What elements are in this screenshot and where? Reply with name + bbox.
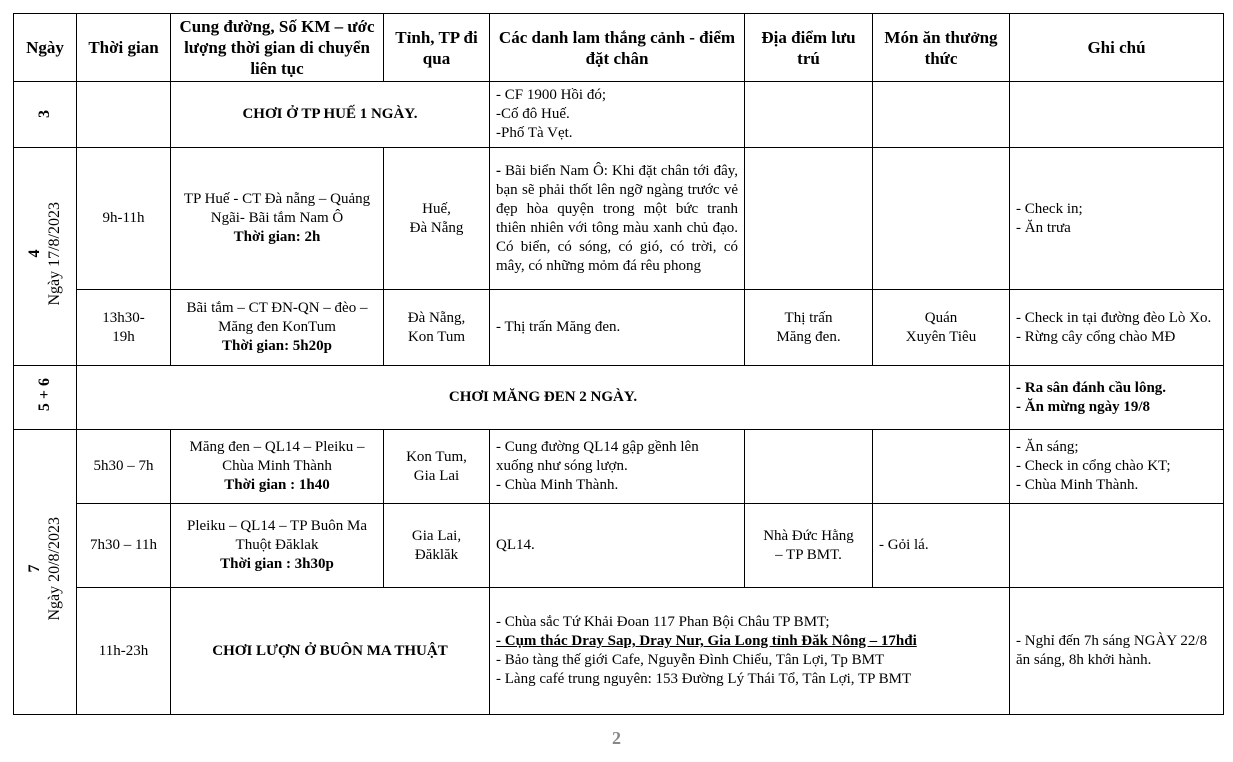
notes-cell: - Nghỉ đến 7h sáng NGÀY 22/8 ăn sáng, 8h khởi hành. [1010, 588, 1224, 715]
province-line: Huế, [422, 200, 451, 217]
day-cell [14, 148, 77, 366]
notes-cell [1010, 82, 1224, 148]
activity-cell: CHƠI MĂNG ĐEN 2 NGÀY. [77, 366, 1010, 430]
note-item: - Ăn trưa [1016, 219, 1071, 236]
header-food: Món ăn thưởng thức [873, 14, 1010, 82]
province-line: Kon Tum [407, 328, 466, 345]
time-line: 19h [112, 328, 135, 345]
food-cell: - Gỏi lá. [873, 504, 1010, 588]
table-row [14, 82, 1224, 148]
time-cell: 7h30 – 11h [77, 504, 171, 588]
attraction-item: - CF 1900 Hồi đó; [496, 87, 607, 103]
route-text: TP Huế - CT Đà nẵng – Quảng Ngãi- Bãi tắm Nam Ô [183, 191, 371, 226]
header-row [14, 14, 1224, 82]
stay-line: Măng đen. [776, 328, 841, 345]
time-line: 13h30- [102, 309, 145, 326]
header-attractions: Các danh lam thắng cảnh - điểm đặt chân [490, 14, 745, 82]
province-line: Đăklăk [414, 546, 459, 563]
header-day: Ngày [14, 14, 77, 82]
food-cell [873, 82, 1010, 148]
route-duration: Thời gian : 3h30p [220, 556, 334, 572]
route-cell [171, 504, 384, 588]
province-line: Gia Lai [413, 467, 460, 484]
route-duration: Thời gian : 1h40 [224, 477, 330, 493]
attraction-item: - Chùa Minh Thành. [496, 477, 619, 493]
notes-cell [1010, 504, 1224, 588]
stay-line: Nhà Đức Hằng [763, 527, 854, 544]
attraction-description: Bãi biển Nam Ô: Khi đặt chân tới đây, bạn sẽ phải thốt lên ngỡ ngàng trước vẻ đẹp hòa quyện trong một bức tranh thiên nhiên với tông màu xanh chủ đạo. Có biển, có sóng, có gió, có trời, có mây, có những mỏm đá rêu phong [496, 162, 739, 274]
day-cell [14, 82, 77, 148]
attractions-cell [490, 430, 745, 504]
stay-cell [745, 148, 873, 290]
notes-cell [1010, 430, 1224, 504]
attractions-cell [490, 148, 745, 290]
route-cell [171, 290, 384, 366]
header-stay: Địa điểm lưu trú [745, 14, 873, 82]
route-text: Pleiku – QL14 – TP Buôn Ma Thuột Đăklak [186, 518, 367, 553]
attractions-cell [490, 588, 1010, 715]
time-cell: 5h30 – 7h [77, 430, 171, 504]
activity-cell: CHƠI Ở TP HUẾ 1 NGÀY. [171, 82, 490, 148]
stay-cell [745, 430, 873, 504]
attraction-item: - Cung đường QL14 gập gềnh lên xuống như sóng lượn. [496, 439, 699, 474]
activity-cell: CHƠI LƯỢN Ở BUÔN MA THUẬT [171, 588, 490, 715]
table-row [14, 366, 1224, 430]
day-date: Ngày 20/8/2023 [46, 517, 63, 621]
stay-cell [745, 82, 873, 148]
attraction-item: - Làng café trung nguyên: 153 Đường Lý Thái Tổ, Tân Lợi, TP BMT [496, 671, 912, 687]
route-text: Bãi tắm – CT ĐN-QN – đèo – Măng đen KonTum [186, 300, 368, 335]
note-item: - Check in tại đường đèo Lò Xo. [1016, 309, 1212, 326]
attraction-lead: - [496, 162, 506, 179]
time-cell: 9h-11h [77, 148, 171, 290]
note-item: - Check in cổng chào KT; [1016, 458, 1171, 474]
notes-cell [1010, 366, 1224, 430]
header-province: Tỉnh, TP đi qua [384, 14, 490, 82]
note-item: - Check in; [1016, 200, 1083, 217]
time-cell [77, 82, 171, 148]
attraction-item: - Cụm thác Dray Sap, Dray Nur, Gia Long tỉnh Đăk Nông – 17hđi [496, 633, 917, 649]
day-cell [14, 366, 77, 430]
header-route: Cung đường, Số KM – ước lượng thời gian di chuyển liên tục [171, 14, 384, 82]
stay-line: – TP BMT. [775, 546, 842, 563]
province-cell [384, 504, 490, 588]
food-cell [873, 290, 1010, 366]
note-item: - Ăn sáng; [1016, 439, 1079, 455]
notes-cell [1010, 290, 1224, 366]
attractions-cell: - Thị trấn Măng đen. [490, 290, 745, 366]
province-cell [384, 148, 490, 290]
province-line: Kon Tum, [406, 448, 467, 465]
note-item: - Ra sân đánh cầu lông. [1016, 379, 1167, 396]
table-row [14, 290, 1224, 366]
route-duration: Thời gian: 5h20p [221, 338, 332, 354]
table-row [14, 588, 1224, 715]
itinerary-table [13, 13, 1224, 715]
province-cell [384, 290, 490, 366]
province-cell [384, 430, 490, 504]
route-cell [171, 430, 384, 504]
note-item: - Rừng cây cổng chào MĐ [1016, 328, 1176, 345]
day-number: 3 [36, 110, 53, 118]
day-date: Ngày 17/8/2023 [46, 201, 63, 306]
food-cell [873, 148, 1010, 290]
food-line: Xuyên Tiêu [905, 328, 977, 345]
attractions-cell [490, 82, 745, 148]
attraction-item: -Cố đô Huế. [496, 106, 570, 122]
table-row [14, 148, 1224, 290]
notes-cell [1010, 148, 1224, 290]
note-item: - Ăn mừng ngày 19/8 [1016, 398, 1151, 415]
table-row [14, 430, 1224, 504]
note-item: - Chùa Minh Thành. [1016, 477, 1139, 493]
province-line: Đà Nẵng, [407, 309, 466, 326]
attractions-cell: QL14. [490, 504, 745, 588]
route-duration: Thời gian: 2h [233, 229, 321, 245]
stay-line: Thị trấn [784, 309, 833, 326]
province-line: Gia Lai, [411, 527, 462, 544]
food-cell [873, 430, 1010, 504]
day-number: 7 [26, 565, 43, 573]
time-cell [77, 290, 171, 366]
food-line: Quán [924, 309, 958, 326]
table-row [14, 504, 1224, 588]
day-number: 4 [26, 249, 43, 258]
attraction-item: - Bảo tàng thế giới Cafe, Nguyễn Đình Chiểu, Tân Lợi, Tp BMT [496, 652, 885, 668]
time-cell: 11h-23h [77, 588, 171, 715]
route-text: Măng đen – QL14 – Pleiku – Chùa Minh Thành [189, 439, 365, 474]
stay-cell [745, 290, 873, 366]
stay-cell [745, 504, 873, 588]
day-cell [14, 430, 77, 715]
route-cell [171, 148, 384, 290]
day-number: 5 + 6 [36, 377, 53, 412]
header-notes: Ghi chú [1010, 14, 1224, 82]
attraction-item: - Chùa sắc Tứ Khải Đoan 117 Phan Bội Châu TP BMT; [496, 614, 830, 630]
page-number: 2 [612, 728, 621, 748]
header-time: Thời gian [77, 14, 171, 82]
attraction-item: -Phố Tà Vẹt. [496, 125, 573, 141]
province-line: Đà Nẵng [409, 219, 464, 236]
